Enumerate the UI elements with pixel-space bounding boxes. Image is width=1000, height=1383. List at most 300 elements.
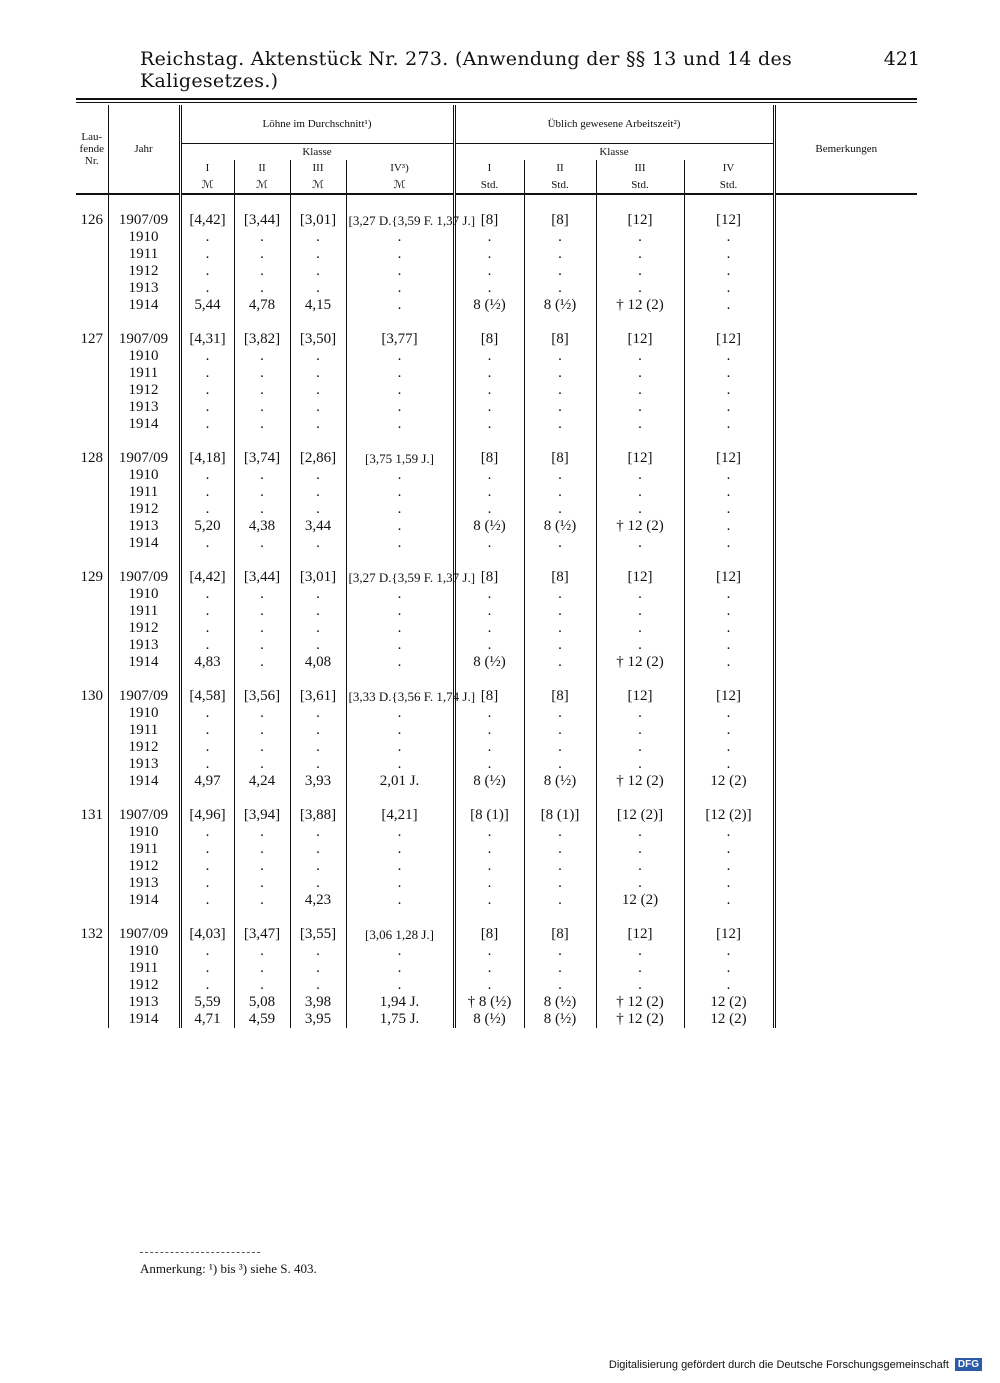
value-cell: .	[596, 586, 684, 603]
table-row	[76, 450, 917, 467]
value-cell: .	[454, 399, 524, 416]
value-cell: .	[346, 858, 454, 875]
table-row	[76, 943, 917, 960]
value-cell: [3,47]	[234, 926, 290, 943]
group-spacer	[76, 909, 917, 926]
year-cell: 1914	[108, 535, 180, 552]
value-cell: .	[234, 960, 290, 977]
value-cell: [12]	[596, 569, 684, 586]
value-cell: .	[180, 705, 234, 722]
group-spacer	[76, 552, 917, 569]
row-number	[76, 246, 108, 263]
spacer-cell	[76, 790, 108, 807]
value-cell: [12 (2)]	[596, 807, 684, 824]
year-cell: 1911	[108, 484, 180, 501]
group-arbeitszeit: Üblich gewesene Arbeitszeit²)	[454, 105, 774, 144]
value-cell: .	[290, 416, 346, 433]
value-cell: .	[524, 960, 596, 977]
value-cell: 4,24	[234, 773, 290, 790]
value-cell: .	[180, 892, 234, 909]
spacer-cell	[234, 790, 290, 807]
spacer-cell	[774, 790, 917, 807]
value-cell: .	[180, 603, 234, 620]
value-cell: .	[346, 263, 454, 280]
table-row	[76, 263, 917, 280]
value-cell: .	[524, 654, 596, 671]
value-cell: .	[684, 518, 774, 535]
spacer-cell	[108, 552, 180, 569]
value-cell: .	[596, 824, 684, 841]
spacer-cell	[290, 194, 346, 212]
bemerkungen-cell	[774, 824, 917, 841]
year-cell: 1914	[108, 416, 180, 433]
bemerkungen-cell	[774, 994, 917, 1011]
spacer-cell	[290, 552, 346, 569]
value-cell: [12]	[684, 926, 774, 943]
bemerkungen-cell	[774, 365, 917, 382]
row-number: 128	[80, 450, 103, 466]
spacer-cell	[346, 671, 454, 688]
row-number	[76, 603, 108, 620]
value-cell: .	[454, 365, 524, 382]
value-cell: .	[234, 841, 290, 858]
spacer-cell	[108, 671, 180, 688]
value-cell: .	[684, 943, 774, 960]
row-number	[76, 824, 108, 841]
value-cell: .	[684, 892, 774, 909]
value-cell: .	[234, 484, 290, 501]
value-cell: [3,61]	[290, 688, 346, 705]
spacer-cell	[524, 909, 596, 926]
value-cell: .	[346, 960, 454, 977]
value-cell: .	[524, 416, 596, 433]
bemerkungen-cell	[774, 705, 917, 722]
value-cell: .	[234, 943, 290, 960]
value-cell: .	[346, 484, 454, 501]
row-number: 130	[80, 688, 103, 704]
table-row	[76, 841, 917, 858]
spacer-cell	[234, 433, 290, 450]
bemerkungen-cell	[774, 603, 917, 620]
value-cell: .	[524, 841, 596, 858]
spacer-cell	[684, 909, 774, 926]
spacer-cell	[108, 433, 180, 450]
value-cell: [3,27 D.{3,59 F. 1,37 J.]	[346, 569, 454, 586]
bemerkungen-cell	[774, 841, 917, 858]
spacer-cell	[454, 194, 524, 212]
value-cell: .	[234, 399, 290, 416]
value-cell: .	[524, 739, 596, 756]
spacer-cell	[180, 433, 234, 450]
zeit-klasse: Klasse	[454, 144, 774, 161]
value-cell: [12]	[684, 331, 774, 348]
value-cell: .	[524, 229, 596, 246]
year-cell: 1910	[108, 467, 180, 484]
value-cell: .	[346, 841, 454, 858]
value-cell: .	[596, 722, 684, 739]
group-spacer	[76, 194, 917, 212]
value-cell: .	[596, 399, 684, 416]
value-cell: .	[524, 824, 596, 841]
value-cell: .	[454, 739, 524, 756]
value-cell: † 8 (½)	[454, 994, 524, 1011]
table-row	[76, 654, 917, 671]
value-cell: .	[180, 960, 234, 977]
value-cell: 8 (½)	[524, 1011, 596, 1028]
value-cell: .	[454, 841, 524, 858]
group-spacer	[76, 790, 917, 807]
value-cell: .	[180, 637, 234, 654]
spacer-cell	[684, 314, 774, 331]
value-cell: [3,55]	[290, 926, 346, 943]
value-cell: .	[290, 875, 346, 892]
value-cell: [8]	[524, 212, 596, 229]
table-row	[76, 229, 917, 246]
value-cell: .	[454, 484, 524, 501]
table-row	[76, 688, 917, 705]
value-cell: 4,83	[180, 654, 234, 671]
value-cell: .	[290, 365, 346, 382]
spacer-cell	[346, 909, 454, 926]
value-cell: .	[180, 280, 234, 297]
row-number	[76, 892, 108, 909]
bemerkungen-cell	[774, 756, 917, 773]
row-number: 129	[80, 569, 103, 585]
row-number	[76, 535, 108, 552]
value-cell: .	[180, 348, 234, 365]
value-cell: .	[684, 365, 774, 382]
value-cell: .	[180, 246, 234, 263]
value-cell: .	[524, 467, 596, 484]
spacer-cell	[234, 552, 290, 569]
row-number	[76, 399, 108, 416]
table-row	[76, 467, 917, 484]
bemerkungen-cell	[774, 467, 917, 484]
loehne-unit-2: ℳ	[234, 176, 290, 194]
value-cell: .	[234, 739, 290, 756]
table-row	[76, 348, 917, 365]
loehne-class-3: III	[290, 160, 346, 176]
value-cell: [8]	[454, 569, 524, 586]
value-cell: .	[454, 263, 524, 280]
value-cell: .	[684, 824, 774, 841]
value-cell: [3,01]	[290, 569, 346, 586]
table-row	[76, 1011, 917, 1028]
value-cell: 4,38	[234, 518, 290, 535]
spacer-cell	[684, 790, 774, 807]
spacer-cell	[774, 194, 917, 212]
value-cell: .	[684, 263, 774, 280]
value-cell: .	[180, 875, 234, 892]
value-cell: [3,44]	[234, 569, 290, 586]
value-cell: .	[454, 586, 524, 603]
value-cell: .	[524, 382, 596, 399]
loehne-unit-1: ℳ	[180, 176, 234, 194]
value-cell: .	[454, 875, 524, 892]
value-cell: 8 (½)	[524, 994, 596, 1011]
bemerkungen-cell	[774, 637, 917, 654]
value-cell: .	[346, 824, 454, 841]
spacer-cell	[684, 433, 774, 450]
value-cell: .	[346, 382, 454, 399]
value-cell: .	[234, 263, 290, 280]
value-cell: .	[596, 382, 684, 399]
value-cell: .	[346, 705, 454, 722]
bemerkungen-cell	[774, 620, 917, 637]
value-cell: .	[346, 229, 454, 246]
value-cell: [4,31]	[180, 331, 234, 348]
value-cell: .	[596, 637, 684, 654]
loehne-klasse: Klasse	[180, 144, 454, 161]
spacer-cell	[346, 552, 454, 569]
value-cell: .	[346, 722, 454, 739]
bemerkungen-cell	[774, 297, 917, 314]
year-cell: 1911	[108, 365, 180, 382]
value-cell: .	[346, 637, 454, 654]
value-cell: .	[524, 246, 596, 263]
year-cell: 1914	[108, 1011, 180, 1028]
row-number	[76, 586, 108, 603]
value-cell: .	[596, 603, 684, 620]
bemerkungen-cell	[774, 331, 917, 348]
row-number	[76, 960, 108, 977]
table-row	[76, 280, 917, 297]
value-cell: .	[454, 501, 524, 518]
row-number	[76, 637, 108, 654]
value-cell: .	[524, 501, 596, 518]
table-row	[76, 297, 917, 314]
value-cell: .	[346, 739, 454, 756]
value-cell: .	[684, 416, 774, 433]
value-cell: [3,88]	[290, 807, 346, 824]
value-cell: .	[234, 280, 290, 297]
spacer-cell	[774, 314, 917, 331]
row-number	[76, 756, 108, 773]
value-cell: .	[454, 382, 524, 399]
value-cell: 3,93	[290, 773, 346, 790]
value-cell: .	[346, 875, 454, 892]
footnote-rule	[140, 1252, 260, 1253]
spacer-cell	[346, 314, 454, 331]
row-number: 126	[80, 212, 103, 228]
row-number	[76, 229, 108, 246]
year-cell: 1912	[108, 620, 180, 637]
value-cell: 1,94 J.	[346, 994, 454, 1011]
value-cell: 12 (2)	[684, 994, 774, 1011]
value-cell: .	[346, 892, 454, 909]
year-cell: 1913	[108, 518, 180, 535]
table-row	[76, 722, 917, 739]
value-cell: .	[684, 722, 774, 739]
value-cell: [8]	[524, 331, 596, 348]
spacer-cell	[454, 314, 524, 331]
value-cell: .	[684, 382, 774, 399]
spacer-cell	[454, 552, 524, 569]
zeit-unit-3: Std.	[596, 176, 684, 194]
spacer-cell	[774, 433, 917, 450]
value-cell: 8 (½)	[454, 654, 524, 671]
table-row	[76, 246, 917, 263]
table-row	[76, 212, 917, 229]
table-row	[76, 739, 917, 756]
year-cell: 1913	[108, 637, 180, 654]
value-cell: .	[180, 399, 234, 416]
table-row	[76, 705, 917, 722]
bemerkungen-cell	[774, 229, 917, 246]
year-cell: 1907/09	[108, 807, 180, 824]
row-number	[76, 280, 108, 297]
value-cell: .	[524, 263, 596, 280]
value-cell: .	[454, 756, 524, 773]
bemerkungen-cell	[774, 960, 917, 977]
zeit-class-4: IV	[684, 160, 774, 176]
value-cell: .	[234, 654, 290, 671]
value-cell: [4,96]	[180, 807, 234, 824]
loehne-unit-3: ℳ	[290, 176, 346, 194]
value-cell: .	[180, 501, 234, 518]
year-cell: 1910	[108, 348, 180, 365]
row-number	[76, 263, 108, 280]
row-number	[76, 620, 108, 637]
row-number	[76, 943, 108, 960]
value-cell: .	[180, 586, 234, 603]
col-bemerkungen: Bemerkungen	[774, 105, 917, 194]
value-cell: .	[180, 841, 234, 858]
value-cell: .	[346, 535, 454, 552]
table-row	[76, 518, 917, 535]
zeit-class-1: I	[454, 160, 524, 176]
year-cell: 1914	[108, 892, 180, 909]
year-cell: 1913	[108, 756, 180, 773]
bemerkungen-cell	[774, 212, 917, 229]
spacer-cell	[346, 790, 454, 807]
value-cell: .	[454, 246, 524, 263]
value-cell: .	[234, 977, 290, 994]
value-cell: 3,95	[290, 1011, 346, 1028]
value-cell: .	[596, 705, 684, 722]
row-number	[76, 416, 108, 433]
value-cell: [8]	[524, 450, 596, 467]
value-cell: † 12 (2)	[596, 994, 684, 1011]
value-cell: .	[454, 603, 524, 620]
value-cell: .	[346, 943, 454, 960]
loehne-class-4: IV³)	[346, 160, 454, 176]
table-row	[76, 484, 917, 501]
value-cell: .	[596, 841, 684, 858]
year-cell: 1910	[108, 824, 180, 841]
value-cell: [8]	[524, 688, 596, 705]
table-row	[76, 892, 917, 909]
spacer-cell	[76, 671, 108, 688]
value-cell: .	[346, 977, 454, 994]
value-cell: [3,33 D.{3,56 F. 1,74 J.]	[346, 688, 454, 705]
loehne-class-2: II	[234, 160, 290, 176]
value-cell: .	[524, 280, 596, 297]
value-cell: .	[684, 637, 774, 654]
year-cell: 1912	[108, 977, 180, 994]
value-cell: .	[596, 484, 684, 501]
value-cell: [12]	[596, 926, 684, 943]
spacer-cell	[524, 314, 596, 331]
value-cell: .	[524, 348, 596, 365]
table-row	[76, 875, 917, 892]
bemerkungen-cell	[774, 1011, 917, 1028]
value-cell: .	[180, 943, 234, 960]
spacer-cell	[234, 314, 290, 331]
value-cell: .	[234, 535, 290, 552]
value-cell: .	[290, 348, 346, 365]
value-cell: 4,71	[180, 1011, 234, 1028]
value-cell: [3,94]	[234, 807, 290, 824]
table-row	[76, 603, 917, 620]
value-cell: .	[684, 501, 774, 518]
value-cell: .	[290, 399, 346, 416]
value-cell: .	[596, 756, 684, 773]
year-cell: 1910	[108, 943, 180, 960]
table-row	[76, 824, 917, 841]
year-cell: 1912	[108, 263, 180, 280]
spacer-cell	[596, 433, 684, 450]
spacer-cell	[234, 194, 290, 212]
value-cell: .	[234, 892, 290, 909]
value-cell: .	[524, 722, 596, 739]
table-row	[76, 331, 917, 348]
spacer-cell	[596, 314, 684, 331]
year-cell: 1911	[108, 246, 180, 263]
value-cell: .	[346, 620, 454, 637]
value-cell: 3,98	[290, 994, 346, 1011]
spacer-cell	[180, 671, 234, 688]
value-cell: .	[234, 229, 290, 246]
value-cell: .	[346, 297, 454, 314]
value-cell: .	[454, 416, 524, 433]
value-cell: .	[346, 756, 454, 773]
spacer-cell	[524, 194, 596, 212]
value-cell: .	[290, 739, 346, 756]
value-cell: .	[234, 705, 290, 722]
spacer-cell	[180, 790, 234, 807]
zeit-unit-4: Std.	[684, 176, 774, 194]
value-cell: .	[596, 620, 684, 637]
spacer-cell	[76, 909, 108, 926]
value-cell: [8]	[454, 450, 524, 467]
row-number	[76, 484, 108, 501]
value-cell: .	[290, 501, 346, 518]
value-cell: .	[524, 620, 596, 637]
value-cell: .	[290, 535, 346, 552]
bemerkungen-cell	[774, 416, 917, 433]
value-cell: .	[684, 977, 774, 994]
value-cell: .	[346, 467, 454, 484]
bemerkungen-cell	[774, 875, 917, 892]
spacer-cell	[234, 671, 290, 688]
value-cell: .	[290, 382, 346, 399]
row-number	[76, 994, 108, 1011]
spacer-cell	[684, 552, 774, 569]
value-cell: .	[684, 756, 774, 773]
value-cell: .	[684, 960, 774, 977]
value-cell: 8 (½)	[454, 1011, 524, 1028]
row-number	[76, 297, 108, 314]
spacer-cell	[76, 194, 108, 212]
bemerkungen-cell	[774, 382, 917, 399]
group-spacer	[76, 671, 917, 688]
value-cell: 8 (½)	[454, 518, 524, 535]
year-cell: 1910	[108, 229, 180, 246]
table-row	[76, 977, 917, 994]
value-cell: 5,08	[234, 994, 290, 1011]
table-body	[76, 194, 917, 1028]
